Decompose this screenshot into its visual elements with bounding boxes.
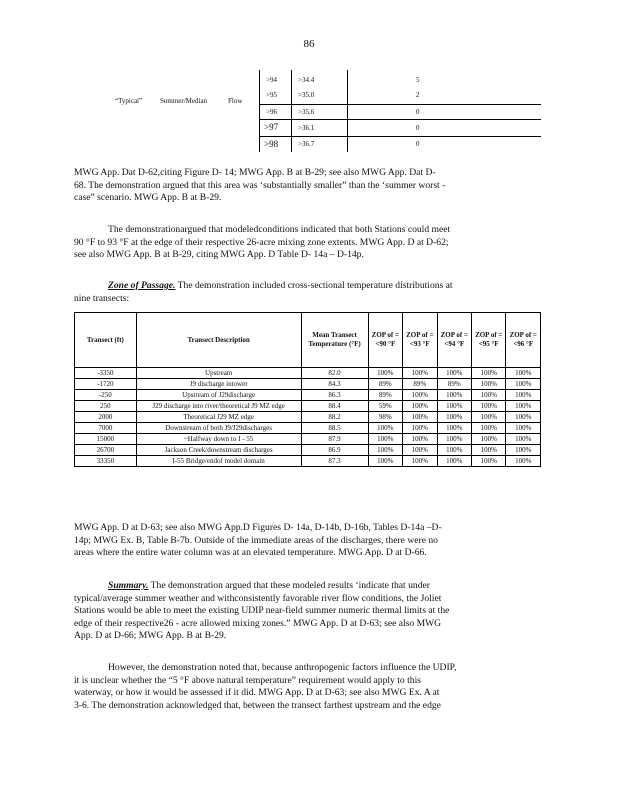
text-line: typical/average summer weather and withconsistently favorable river flow conditions, the Joliet [74,592,442,604]
top-table-cell: >94 [266,76,277,84]
table-cell: 100% [403,434,437,445]
table-cell: -3350 [75,368,137,379]
top-table-label-summer: Summer/Median [160,97,208,105]
table-cell: 100% [506,456,541,467]
grid-line [259,70,260,152]
paragraph-however [74,662,542,712]
table-cell: 59% [368,401,402,412]
table-cell: 100% [437,390,471,401]
table-cell: 100% [506,390,541,401]
table-cell: 100% [472,401,506,412]
table-cell: 100% [403,390,437,401]
text-line: However, the demonstration noted that, because anthropogenic factors influence the UDIP, [108,662,457,673]
table-cell: 100% [506,423,541,434]
table-cell: J29 discharge into river/theoretical J9 MZ edge [136,401,301,412]
top-table [0,0,618,160]
text-line: areas where the entire water column was at an elevated temperature. MWG App. D at D-66. [74,547,427,558]
grid-line [259,136,541,137]
table-cell: 89% [368,390,402,401]
table-row [75,390,541,401]
table-row [75,412,541,423]
table-cell: 100% [437,412,471,423]
table-cell: 100% [368,423,402,434]
table-cell: 88.4 [301,401,368,412]
text-line: see also MWG App. B at B-29, citing MWG App. D Table D- 14a – D-14p. [74,249,364,260]
table-cell: Jackson Creek/downstream discharges [136,445,301,456]
top-table-cell: 0 [416,140,420,148]
table-cell: 100% [506,379,541,390]
top-table-cell: >96 [266,108,277,116]
text-line: MWG App. D at D-63; see also MWG App.D Figures D- 14a, D-14b, D-16b, Tables D-14a –D- [74,522,442,533]
table-cell: 100% [506,445,541,456]
table-row [75,368,541,379]
table-cell: 86.9 [301,445,368,456]
table-row [75,379,541,390]
table-cell: I-55 Bridge/endof model domain [136,456,301,467]
grid-line [347,70,348,152]
table-cell: 84.3 [301,379,368,390]
top-table-cell: >95 [266,91,277,99]
text-line: edge of their respective26 - acre allowed mixing zones.” MWG App. D at D-63; see also MWG [74,617,442,629]
paragraph-figures-citation [74,522,542,560]
page-number: 86 [303,38,315,50]
top-table-label-typical: “Typical” [115,97,143,105]
table-cell: 100% [472,456,506,467]
text-line: nine transects: [74,292,130,304]
table-cell: 89% [368,379,402,390]
table-cell: 100% [368,456,402,467]
table-cell: 100% [437,445,471,456]
top-table-cell: >34.4 [298,76,315,84]
table-cell: 100% [368,434,402,445]
text-line: 68. The demonstration argued that this area was ‘substantially smaller” than the ‘summer worst - [74,179,446,191]
paragraph-modeled-conditions [74,224,542,262]
table-cell: -250 [75,390,137,401]
text-line: The demonstration included cross-sectional temperature distributions at [177,280,453,291]
column-header: Transect (ft) [75,313,137,368]
column-header: ZOP of =<94 °F [437,313,471,368]
table-cell: 100% [437,456,471,467]
section-heading: Zone of Passage. [108,280,176,291]
table-cell: 87.9 [301,434,368,445]
text-line: 90 °F to 93 °F at the edge of their respective 26-acre mixing zone extents. MWG App. D at D-62; [74,236,449,248]
table-cell: Upstream [136,368,301,379]
table-cell: 100% [437,368,471,379]
column-header: ZOP of =<90 °F [368,313,402,368]
table-cell: 250 [75,401,137,412]
top-table-cell: >36.1 [298,124,315,132]
top-table-cell: 0 [416,108,420,116]
table-cell: 88.2 [301,412,368,423]
table-row [75,401,541,412]
text-line: 14p; MWG Ex. B, Table B-7b. Outside of the immediate areas of the discharges, there were no [74,534,438,546]
table-cell: 100% [437,423,471,434]
table-cell: Theoretical J29 MZ edge [136,412,301,423]
table-cell: 100% [403,401,437,412]
text-line: waterway, or how it would be assessed if it did. MWG App. D at D-63; see also MWG Ex. A at [74,687,440,698]
column-header: ZOP of =<96 °F [506,313,541,368]
table-cell: 100% [403,445,437,456]
table-cell: 100% [437,401,471,412]
transect-table [74,312,541,467]
column-header: ZOP of =<95 °F [472,313,506,368]
table-cell: 100% [368,445,402,456]
table-row [75,445,541,456]
table-cell: 33350 [75,456,137,467]
table-cell: 100% [472,412,506,423]
table-cell: 100% [506,368,541,379]
table-cell: 100% [472,434,506,445]
section-heading: Summary. [108,580,149,591]
top-table-cell: 2 [416,91,420,99]
top-table-cell: >36.7 [298,140,315,148]
text-line: Stations would be able to meet the existing UDIP near-field summer numeric thermal limits at the [74,605,450,616]
table-cell: 100% [472,390,506,401]
top-table-label-flow: Flow [228,97,243,105]
table-header-row [75,313,541,368]
table-cell: Downstream of both J9/J29discharges [136,423,301,434]
text-line: The demonstrationargued that modeledconditions indicated that both Stations could meet [108,224,451,235]
text-line: MWG App. Dat D-62,citing Figure D- 14; MWG App. B at B-29; see also MWG App. Dat D- [74,167,436,178]
paragraph-summary [74,580,542,643]
table-cell: 100% [506,434,541,445]
table-cell: 86.3 [301,390,368,401]
table-cell: 100% [472,368,506,379]
table-cell: 100% [506,401,541,412]
column-header: Mean Transect Temperature (°F) [301,313,368,368]
table-cell: 100% [403,456,437,467]
table-row [75,456,541,467]
table-cell: 100% [506,412,541,423]
table-cell: 100% [403,368,437,379]
table-cell: 100% [472,423,506,434]
table-cell: 89% [437,379,471,390]
table-cell: 88.5 [301,423,368,434]
table-cell: 98% [368,412,402,423]
table-cell: 26700 [75,445,137,456]
table-cell: 87.3 [301,456,368,467]
table-cell: 100% [403,412,437,423]
paragraph-zone-of-passage [74,280,542,305]
text-line: App. D at D-66; MWG App. B at B-29. [74,630,227,641]
top-table-cell: 5 [416,76,420,84]
table-cell: 100% [403,423,437,434]
table-cell: 100% [437,434,471,445]
table-cell: 15000 [75,434,137,445]
text-line: The demonstration argued that these modeled results ‘indicate that under [150,580,430,591]
table-cell: ~Halfway down to I - 55 [136,434,301,445]
table-cell: 82.0 [301,368,368,379]
table-cell: 2000 [75,412,137,423]
column-header: Transect Description [136,313,301,368]
table-cell: 100% [472,445,506,456]
table-cell: 100% [368,368,402,379]
table-row [75,434,541,445]
table-cell: 7000 [75,423,137,434]
grid-line [259,119,541,120]
text-line: case” scenario. MWG App. B at B-29. [74,192,222,203]
table-cell: 100% [472,379,506,390]
paragraph-citation [74,167,542,205]
top-table-cell: >98 [264,139,279,149]
table-cell: J9 discharge intower [136,379,301,390]
table-cell: -1720 [75,379,137,390]
top-table-cell: >35.0 [298,91,315,99]
grid-line [259,104,541,105]
top-table-cell: 0 [416,124,420,132]
text-line: it is unclear whether the “5 °F above natural temperature” requirement would apply to this [74,674,421,686]
table-cell: 89% [403,379,437,390]
table-cell: Upstream of J29discharge [136,390,301,401]
top-table-cell: >97 [264,122,279,132]
column-header: ZOP of =<93 °F [403,313,437,368]
table-row [75,423,541,434]
grid-line [291,70,292,152]
text-line: 3-6. The demonstration acknowledged that, between the transect farthest upstream and the edge [74,699,441,711]
top-table-cell: >35.6 [298,108,315,116]
